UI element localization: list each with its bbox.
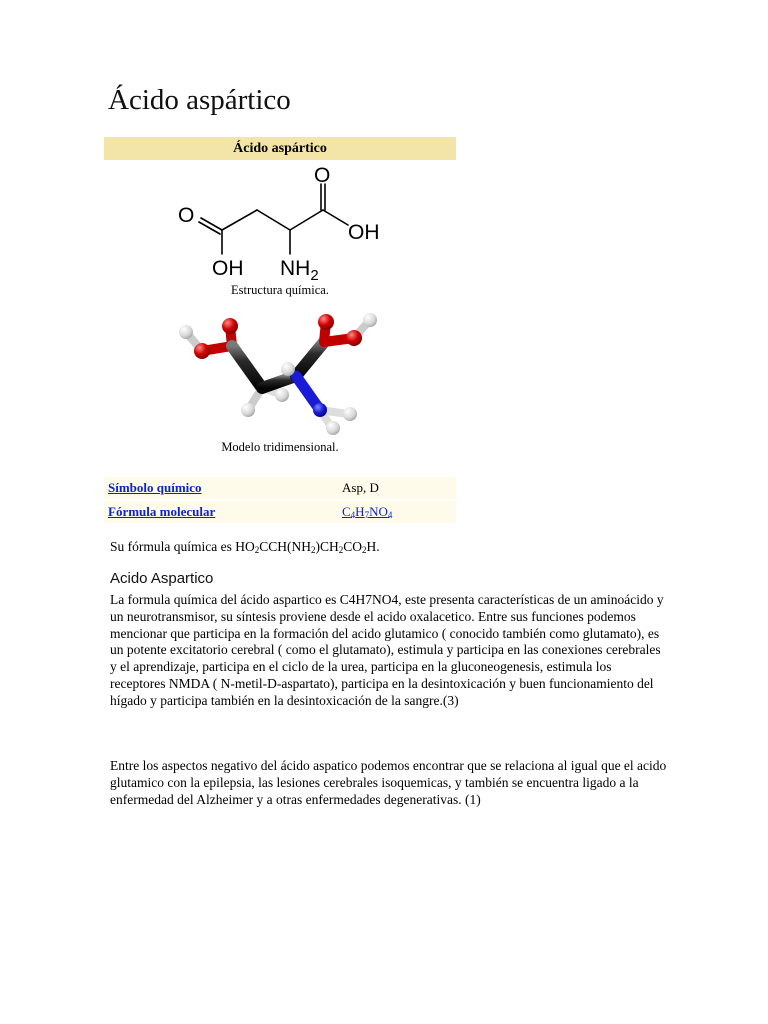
struct-label-oh-right: OH — [348, 221, 380, 244]
paragraph-functions: La formula química del ácido aspartico es C4H7NO4, este presenta características de un aminoácido y un neurotransmisor, su síntesis proviene desde el acido oxalacetico. Entre sus funciones podemos mencionar que participa en la formación del acido glutamico ( conocido también como glutamato), es un potente excitatorio cerebral ( como el glutamato), estimula y participa en las conexiones cerebrales y el aprendizaje, participa en el ciclo de la urea, participa en la gluconeogenesis, estimula los receptores NMDA ( N-metil-D-aspartato), participa en la desintoxicación y buen funcionamiento del hígado y participa también en la desintoxicación de la sangre.(3) — [110, 592, 664, 708]
chemical-symbol-value: Asp, D — [342, 480, 379, 495]
struct-label-o-left: O — [178, 204, 195, 227]
section-heading: Acido Aspartico — [110, 570, 214, 587]
structure-caption: Estructura química. — [231, 283, 329, 297]
model-caption: Modelo tridimensional. — [221, 440, 339, 454]
chemical-symbol-link[interactable]: Símbolo químico — [108, 480, 202, 495]
molecular-formula-link[interactable]: Fórmula molecular — [108, 504, 216, 519]
struct-label-oh-left: OH — [212, 257, 244, 280]
molecular-formula-value-link[interactable]: $C_4H_7NO_4$ — [342, 504, 393, 520]
struct-label-nh2: $NH_2$ — [280, 257, 319, 284]
paragraph-negative-aspects: Entre los aspectos negativo del ácido aspatico podemos encontrar que se relaciona al igual que el acido glutamico con la epilepsia, las lesiones cerebrales isoquemicas, y también se encuentra ligado a la enfermedad del Alzheimer y a otras enfermedades degenerativas. (1) — [110, 758, 667, 807]
infobox-header: Ácido aspártico — [104, 137, 456, 160]
page-title: Ácido aspártico — [108, 84, 291, 116]
molecular-model-image — [172, 306, 388, 436]
struct-label-o-top: O — [314, 164, 331, 187]
property-row-formula — [104, 501, 456, 523]
property-row-symbol — [104, 477, 456, 499]
formula-sentence: Su fórmula química es $HO_2CCH(NH_2)CH_2CO_2H$. — [110, 539, 380, 555]
structural-formula-image — [170, 162, 395, 284]
